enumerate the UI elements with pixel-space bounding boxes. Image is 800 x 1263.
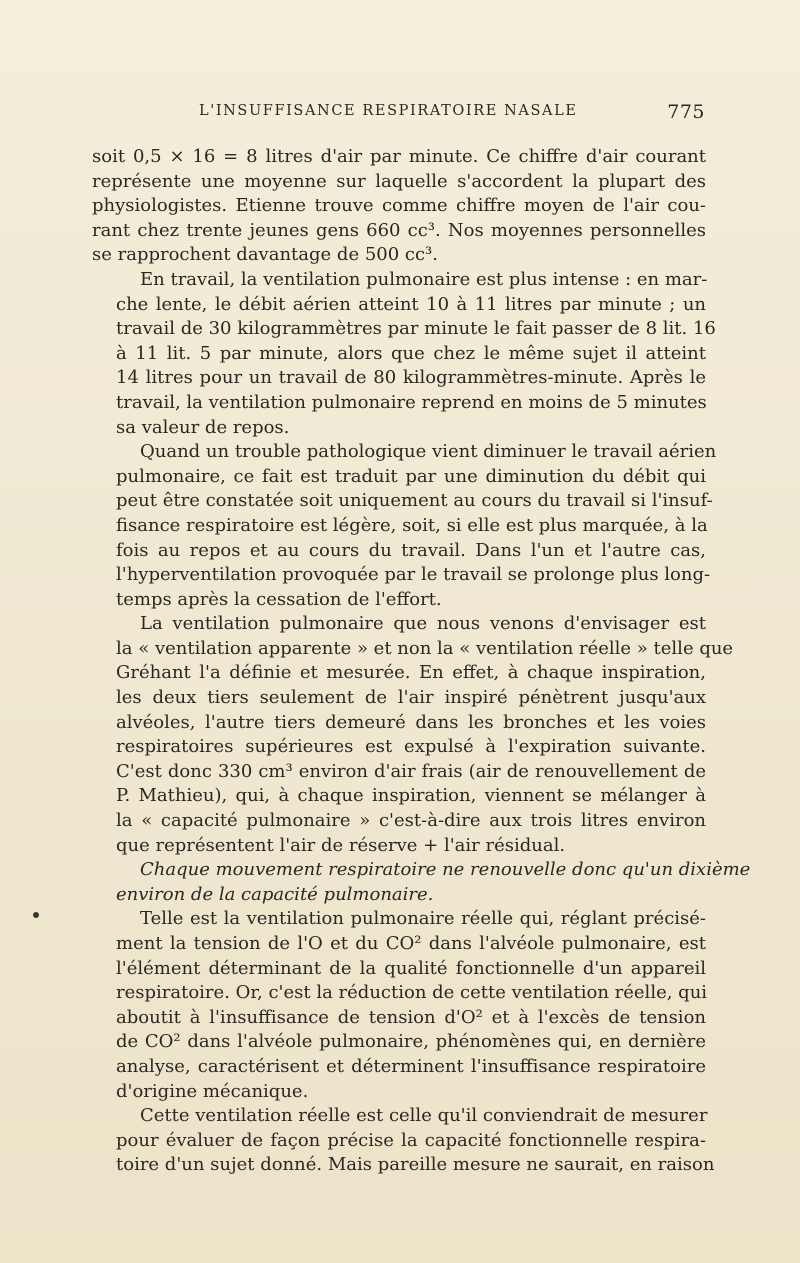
text-line: Cette ventilation réelle est celle qu'il conviendrait de mesurer bbox=[140, 1105, 708, 1127]
text-line: C'est donc 330 cm³ environ d'air frais (air de renouvellement de bbox=[116, 760, 706, 782]
text-line: fois au repos et au cours du travail. Dans l'un et l'autre cas, bbox=[116, 539, 706, 561]
text-line: peut être constatée soit uniquement au cours du travail si l'insuf- bbox=[116, 490, 713, 512]
text-line: environ de la capacité pulmonaire. bbox=[116, 883, 434, 905]
text-line: La ventilation pulmonaire que nous venons d'envisager est bbox=[140, 613, 706, 635]
paragraph-trouble-pathologique bbox=[92, 440, 717, 612]
margin-mark bbox=[33, 912, 39, 918]
paragraph-ventilation-reelle bbox=[92, 907, 706, 1104]
running-title: L'INSUFFISANCE RESPIRATOIRE NASALE bbox=[199, 103, 578, 119]
text-line: physiologistes. Etienne trouve comme chiffre moyen de l'air cou- bbox=[92, 195, 706, 217]
text-line: soit 0,5 × 16 = 8 litres d'air par minute. Ce chiffre d'air courant bbox=[92, 146, 706, 167]
text-line: che lente, le débit aérien atteint 10 à 11 litres par minute ; un bbox=[116, 293, 706, 315]
page-number: 775 bbox=[667, 101, 705, 123]
text-line: 14 litres pour un travail de 80 kilogrammètres-minute. Après le bbox=[116, 367, 706, 389]
text-line: l'élément déterminant de la qualité fonctionnelle d'un appareil bbox=[116, 957, 706, 979]
paragraph-mesure bbox=[92, 1104, 715, 1178]
text-line: respiratoire. Or, c'est la réduction de cette ventilation réelle, qui bbox=[116, 982, 708, 1004]
paragraph-travail bbox=[92, 268, 716, 440]
text-line: alvéoles, l'autre tiers demeuré dans les bronches et les voies bbox=[116, 711, 706, 733]
text-line: respiratoires supérieures est expulsé à l'expiration suivante. bbox=[116, 736, 706, 758]
text-line: fisance respiratoire est légère, soit, si elle est plus marquée, à la bbox=[116, 514, 708, 536]
text-line: analyse, caractérisent et déterminent l'insuffisance respiratoire bbox=[116, 1055, 706, 1077]
text-line: ment la tension de l'O et du CO² dans l'alvéole pulmonaire, est bbox=[116, 933, 706, 954]
text-line: représente une moyenne sur laquelle s'accordent la plupart des bbox=[92, 170, 706, 192]
text-line: Chaque mouvement respiratoire ne renouvelle donc qu'un dixième bbox=[140, 859, 751, 881]
text-line: aboutit à l'insuffisance de tension d'O² et à l'excès de tension bbox=[116, 1006, 706, 1028]
text-line: toire d'un sujet donné. Mais pareille mesure ne saurait, en raison bbox=[116, 1154, 715, 1176]
text-line: Quand un trouble pathologique vient diminuer le travail aérien bbox=[140, 441, 717, 463]
text-line: que représentent l'air de réserve + l'air résidual. bbox=[116, 834, 566, 856]
text-line: les deux tiers seulement de l'air inspiré pénètrent jusqu'aux bbox=[116, 687, 706, 709]
paragraph-air-courant bbox=[92, 145, 706, 268]
text-line: Gréhant l'a définie et mesurée. En effet, à chaque inspiration, bbox=[116, 662, 706, 684]
text-line: pour évaluer de façon précise la capacité fonctionnelle respira- bbox=[116, 1129, 706, 1151]
text-line: temps après la cessation de l'effort. bbox=[116, 588, 442, 610]
text-line: Telle est la ventilation pulmonaire réelle qui, réglant précisé- bbox=[140, 908, 706, 930]
text-line: travail de 30 kilogrammètres par minute le fait passer de 8 lit. 16 bbox=[116, 318, 716, 340]
text-line: d'origine mécanique. bbox=[116, 1080, 309, 1102]
text-line: travail, la ventilation pulmonaire reprend en moins de 5 minutes bbox=[116, 391, 707, 413]
paragraph-ventilation-apparente bbox=[92, 612, 734, 858]
text-line: En travail, la ventilation pulmonaire est plus intense : en mar- bbox=[140, 268, 708, 290]
page-header bbox=[199, 103, 705, 129]
paragraph-italic-conclusion bbox=[92, 858, 751, 907]
text-line: pulmonaire, ce fait est traduit par une diminution du débit qui bbox=[116, 465, 706, 487]
text-line: se rapprochent davantage de 500 cc³. bbox=[92, 244, 438, 266]
text-line: P. Mathieu), qui, à chaque inspiration, viennent se mélanger à bbox=[116, 785, 706, 807]
text-line: à 11 lit. 5 par minute, alors que chez le même sujet il atteint bbox=[116, 342, 706, 364]
text-line: la « capacité pulmonaire » c'est-à-dire aux trois litres environ bbox=[116, 810, 706, 832]
text-line: la « ventilation apparente » et non la « ventilation réelle » telle que bbox=[116, 637, 734, 659]
text-line: sa valeur de repos. bbox=[116, 416, 290, 438]
text-line: de CO² dans l'alvéole pulmonaire, phénomènes qui, en dernière bbox=[116, 1031, 706, 1053]
body-text bbox=[92, 145, 751, 1178]
text-line: l'hyperventilation provoquée par le travail se prolonge plus long- bbox=[116, 564, 711, 586]
text-line: rant chez trente jeunes gens 660 cc³. Nos moyennes personnelles bbox=[92, 219, 706, 241]
